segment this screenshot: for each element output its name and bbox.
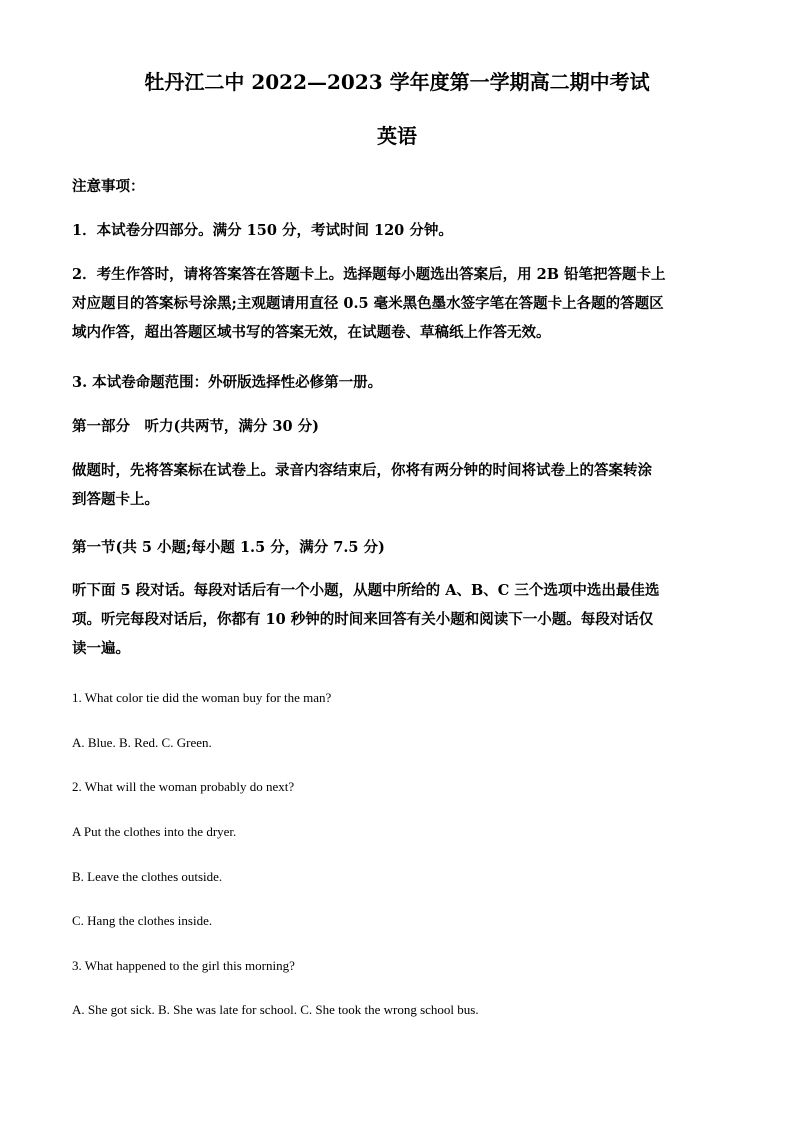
notes-item-3: 3. 本试卷命题范围：外研版选择性必修第一册。 — [72, 374, 383, 391]
question-2-stem: 2. What will the woman probably do next? — [72, 779, 295, 794]
section1-instruction-line: 听下面 5 段对话。每段对话后有一个小题，从题中所给的 A、B、C 三个选项中选出最佳选 — [72, 582, 660, 599]
part1-instruction-line: 到答题卡上。 — [72, 491, 159, 508]
section1-heading: 第一节(共 5 小题;每小题 1.5 分，满分 7.5 分) — [72, 539, 385, 556]
section1-instruction-line: 读一遍。 — [72, 640, 130, 657]
notes-heading: 注意事项： — [72, 178, 145, 195]
section1-instruction-line: 项。听完每段对话后，你都有 10 秒钟的时间来回答有关小题和阅读下一小题。每段对话仅 — [72, 611, 654, 628]
question-2-option-b: B. Leave the clothes outside. — [72, 869, 223, 884]
question-2-option-c: C. Hang the clothes inside. — [72, 913, 213, 928]
question-3-stem: 3. What happened to the girl this morning? — [72, 958, 295, 973]
part1-heading: 第一部分 听力(共两节，满分 30 分) — [72, 418, 319, 435]
exam-subject: 英语 — [377, 124, 417, 148]
section1-instruction — [72, 576, 722, 663]
exam-title: 牡丹江二中 2022—2023 学年度第一学期高二期中考试 — [144, 70, 650, 94]
part1-instruction-line: 做题时，先将答案标在试卷上。录音内容结束后，你将有两分钟的时间将试卷上的答案转涂 — [72, 462, 652, 479]
question-2-option-a: A Put the clothes into the dryer. — [72, 824, 237, 839]
question-1-options: A. Blue. B. Red. C. Green. — [72, 735, 212, 750]
part1-instruction — [72, 456, 722, 514]
notes-item-2-line: 2．考生作答时，请将答案答在答题卡上。选择题每小题选出答案后，用 2B 铅笔把答题卡上 — [72, 266, 666, 283]
notes-item-2-line: 对应题目的答案标号涂黑;主观题请用直径 0.5 毫米黑色墨水签字笔在答题卡上各题的答题区 — [72, 295, 664, 312]
notes-item-1: 1．本试卷分四部分。满分 150 分，考试时间 120 分钟。 — [72, 222, 453, 239]
notes-item-2 — [72, 260, 722, 347]
question-3-options: A. She got sick. B. She was late for school. C. She took the wrong school bus. — [72, 1002, 479, 1017]
question-1-stem: 1. What color tie did the woman buy for the man? — [72, 690, 332, 705]
notes-item-2-line: 域内作答，超出答题区域书写的答案无效，在试题卷、草稿纸上作答无效。 — [72, 324, 551, 341]
